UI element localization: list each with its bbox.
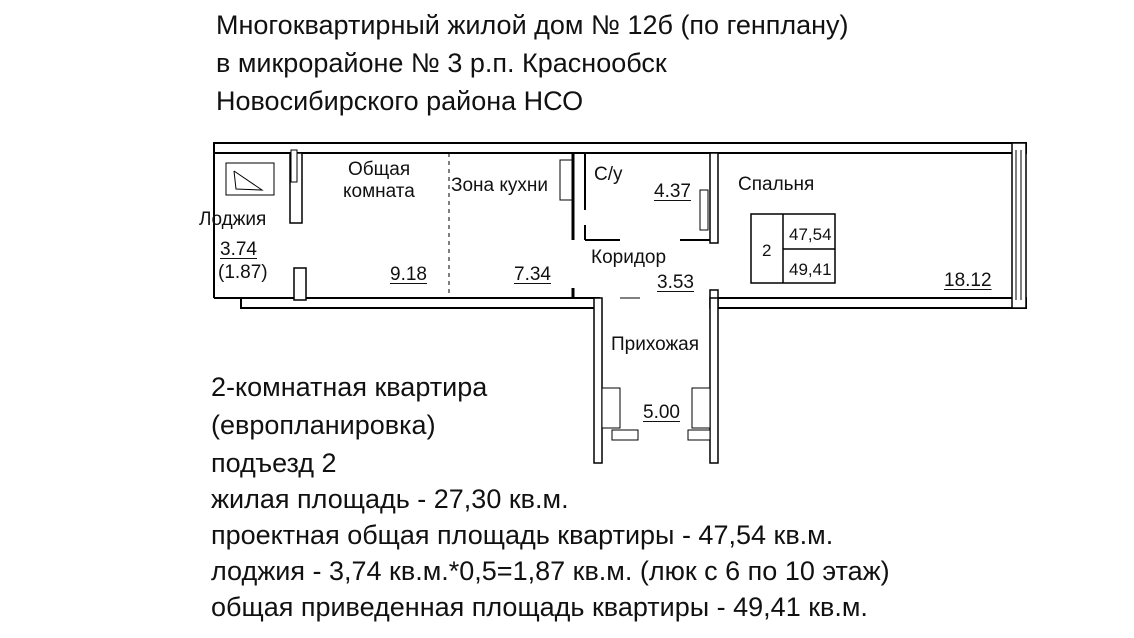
room-label-hall: Прихожая [611, 334, 700, 355]
wall-hall-left [594, 298, 602, 463]
room-label-living-2: комната [343, 181, 415, 202]
room-area-corridor: 3.53 [657, 272, 694, 293]
room-area-bath: 4.37 [654, 181, 691, 202]
room-label-bath: С/у [594, 164, 623, 185]
summary-area-reduced: 49,41 [789, 260, 832, 279]
room-area-loggia-reduced: (1.87) [218, 262, 268, 283]
info-line-5: проектная общая площадь квартиры - 47,54 кв.м. [211, 520, 834, 550]
info-line-7: общая приведенная площадь квартиры - 49,41 кв.м. [211, 592, 868, 622]
info-line-3: подъезд 2 [211, 448, 337, 478]
room-area-bedroom: 18.12 [944, 270, 992, 291]
room-label-loggia: Лоджия [199, 209, 267, 230]
header-line-1: Многоквартирный жилой дом № 12б (по генплану) [216, 10, 849, 40]
room-label-kitchen: Зона кухни [451, 175, 549, 196]
room-area-hall: 5.00 [643, 402, 680, 423]
wall-hall-right [710, 298, 718, 463]
info-line-2: (европланировка) [211, 410, 436, 440]
outer-wall-top [214, 143, 1026, 153]
wall-loggia-living-bottom [294, 268, 306, 300]
info-line-1: 2-комнатная квартира [211, 372, 488, 402]
info-line-6: лоджия - 3,74 кв.м.*0,5=1,87 кв.м. (люк с 6 по 10 этаж) [211, 556, 890, 586]
room-label-bedroom: Спальня [738, 174, 815, 195]
room-label-corridor: Коридор [591, 247, 667, 268]
info-line-4: жилая площадь - 27,30 кв.м. [211, 484, 569, 514]
loggia-hatch [226, 163, 274, 195]
header-line-2: в микрорайоне № 3 р.п. Краснообск [216, 48, 667, 78]
outer-wall-bottom-right [712, 298, 1026, 308]
window-right [1012, 143, 1026, 308]
room-area-kitchen: 7.34 [514, 264, 551, 285]
room-area-loggia: 3.74 [220, 239, 257, 260]
room-label-living-1: Общая [348, 159, 411, 180]
room-area-living: 9.18 [390, 264, 427, 285]
summary-area-project: 47,54 [789, 225, 832, 244]
summary-table [751, 214, 837, 285]
header-line-3: Новосибирского района НСО [216, 86, 584, 116]
summary-rooms: 2 [762, 241, 772, 260]
wall-bath-bedroom [710, 153, 718, 243]
